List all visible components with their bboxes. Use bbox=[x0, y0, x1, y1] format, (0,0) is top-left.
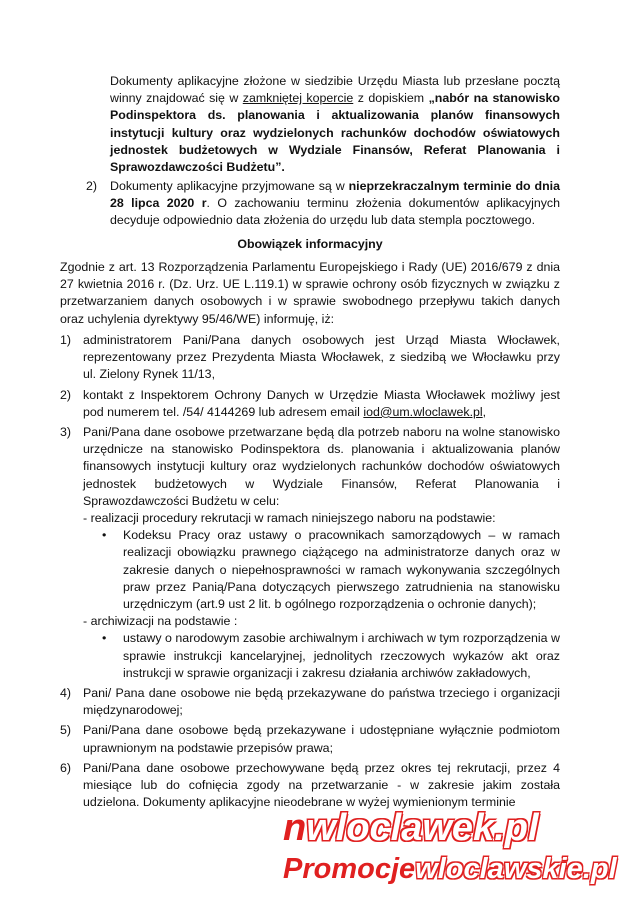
bullet-labour-code bbox=[97, 527, 560, 613]
bullet-archives-act bbox=[97, 630, 560, 682]
contact-text: kontakt z Inspektorem Ochrony Danych w Urzędzie Miasta Włocławek możliwy jest pod numerem tel. /54/ 4144269 lub adresem email bbox=[83, 387, 560, 419]
list-item-5 bbox=[60, 722, 560, 756]
list-item-6 bbox=[60, 760, 560, 812]
item-number: 6) bbox=[60, 760, 72, 775]
item-text: Pani/Pana dane osobowe przetwarzane będą dla potrzeb naboru na wolne stanowisko urzędnicze na stanowisko Podinspektora ds. planowania i aktualizowania planów finansowych instytucji kultury oraz wydzielonych rachunków dochodów oświatowych jednostek budżetowych w Wydziale Finansów, Referat Planowania i Sprawozdawczości Budżetu w celu: bbox=[83, 425, 560, 508]
bullet-text: ustawy o narodowym zasobie archiwalnym i archiwach w tym rozporządzenia w sprawie instrukcji kancelaryjnej, jednolitych rzeczowych wykazów akt oraz instrukcji w sprawie organizacji i zakresu działania archiwów zakładowych, bbox=[123, 631, 560, 680]
item-text: Pani/ Pana dane osobowe nie będą przekazywane do państwa trzeciego i organizacji międzynarodowej; bbox=[83, 686, 560, 718]
bullet-icon: • bbox=[102, 528, 107, 543]
item-text: Pani/Pana dane osobowe przechowywane będą przez okres tej rekrutacji, przez 4 miesiące lub do cofnięcia zgody na przetwarzanie - w zakresie jakim została udzielona. Dokumenty aplikacyjne nieodebrane w wyżej wymienionym terminie bbox=[83, 760, 560, 810]
gdpr-items-list bbox=[60, 332, 560, 811]
list-item-3 bbox=[60, 424, 560, 682]
watermark-domain: wloclawskie.pl bbox=[415, 853, 617, 885]
sealed-envelope-text: zamkniętej kopercie bbox=[242, 91, 354, 106]
item-body bbox=[83, 424, 560, 682]
item-text: administratorem Pani/Pana danych osobowych jest Urząd Miasta Włocławek, reprezentowany przez Prezydenta Miasta Włocławek, z siedzibą we Włocławku przy ul. Zielony Rynek 11/13, bbox=[83, 333, 560, 382]
section-heading bbox=[60, 236, 560, 253]
list-item-2 bbox=[60, 387, 560, 421]
intro-text-3: z dopiskiem bbox=[353, 91, 429, 106]
contact-tail: , bbox=[482, 404, 487, 419]
intro-text-1: Dokumenty aplikacyjne złożone w siedzibie Urzędu Miasta lub przesłane pocztą winny znajdować się w bbox=[110, 74, 560, 106]
site-watermark-nwloclawek bbox=[283, 806, 539, 850]
site-watermark-promocje bbox=[283, 852, 617, 886]
list-item-4 bbox=[60, 685, 560, 719]
iod-email-link[interactable]: iod@um.wloclawek.pl bbox=[363, 404, 483, 419]
intro-paragraph bbox=[110, 73, 560, 176]
item-number: 3) bbox=[60, 425, 72, 440]
item-number: 1) bbox=[60, 333, 72, 347]
item-number: 5) bbox=[60, 723, 72, 738]
watermark-prefix: Promocje bbox=[283, 853, 416, 885]
item-number: 4) bbox=[60, 686, 72, 701]
watermark-domain: wloclawek.pl bbox=[306, 807, 539, 849]
bullet-icon: • bbox=[102, 631, 107, 646]
archiving-basis-label: - archiwizacji na podstawie : bbox=[83, 614, 238, 629]
deadline-text-3: . O zachowaniu terminu złożenia dokumentów aplikacyjnych decyduje odpowiednio data złożenia do urzędu lub data stempla pocztowego. bbox=[110, 196, 560, 228]
item-text bbox=[83, 387, 560, 421]
deadline-text-1: Dokumenty aplikacyjne przyjmowane są w bbox=[110, 179, 349, 193]
recruitment-title-bold: „nabór na stanowisko Podinspektora ds. planowania i aktualizowania planów finansowych instytucji kultury oraz wydzielonych rachunków dochodów oświatowych jednostek budżetowych w Wydziale Finansów, Referat Planowania i Sprawozdawczości Budżetu”. bbox=[110, 91, 560, 175]
deadline-date-bold: nieprzekraczalnym terminie do dnia 28 lipca 2020 r bbox=[110, 179, 560, 211]
information-obligation-heading: Obowiązek informacyjny bbox=[237, 237, 383, 251]
deadline-text bbox=[110, 178, 560, 230]
list-item-1 bbox=[60, 332, 560, 384]
bullet-text: Kodeksu Pracy oraz ustawy o pracownikach samorządowych – w ramach realizacji obowiązku prawnego ciążącego na administratorze danych oraz w zakresie danych o niepełnosprawności w ramach wykonywania szczególnych praw przez Panią/Pana dotyczących pierwszego zatrudnienia na stanowisku urzędniczym (art.9 ust 2 lit. b ogólnego rozporządzenia o ochronie danych); bbox=[123, 528, 560, 612]
item-text: Pani/Pana dane osobowe będą przekazywane i udostępniane wyłącznie podmiotom uprawnionym na podstawie przepisów prawa; bbox=[83, 723, 560, 755]
recruitment-basis-label: - realizacji procedury rekrutacji w ramach niniejszego naboru na podstawie: bbox=[83, 511, 496, 526]
item-number: 2) bbox=[60, 387, 72, 402]
deadline-number: 2) bbox=[86, 179, 98, 193]
deadline-paragraph bbox=[86, 178, 560, 230]
gdpr-lead-paragraph: Zgodnie z art. 13 Rozporządzenia Parlamentu Europejskiego i Rady (UE) 2016/679 z dnia 27 kwietnia 2016 r. (Dz. Urz. UE L.119.1) w sprawie ochrony osób fizycznych w związku z przetwarzaniem danych osobowych i w sprawie swobodnego przepływu takich danych oraz uchylenia dyrektywy 95/46/WE) informuję, iż: bbox=[60, 260, 560, 326]
watermark-letter: n bbox=[283, 807, 307, 849]
